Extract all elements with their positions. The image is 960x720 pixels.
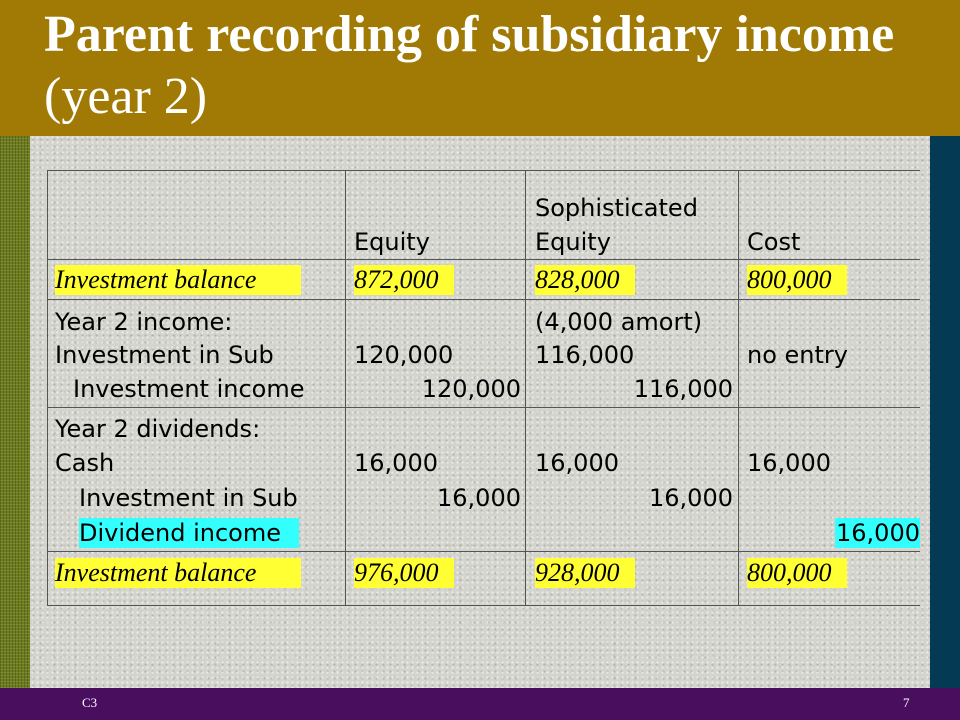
- dividends-soph-debit: 16,000: [535, 449, 619, 477]
- dividends-credit-label: Investment in Sub: [79, 484, 298, 512]
- accounting-table: [47, 170, 920, 606]
- column-divider: [345, 170, 346, 606]
- dividends-equity-credit: 16,000: [437, 484, 521, 512]
- income-heading: Year 2 income:: [55, 308, 233, 336]
- opening-balance-soph: 828,000: [535, 265, 635, 295]
- income-debit-label: Investment in Sub: [55, 341, 274, 369]
- income-soph-debit: 116,000: [535, 341, 635, 369]
- left-decorative-bar: [0, 136, 30, 688]
- income-equity-credit: 120,000: [421, 375, 521, 403]
- income-amort-note: (4,000 amort): [535, 308, 703, 336]
- closing-balance-label: Investment balance: [55, 558, 301, 588]
- title-bar: [0, 0, 960, 136]
- header-sophisticated: Sophisticated: [535, 194, 698, 222]
- row-divider: [47, 259, 920, 260]
- income-cost-note: no entry: [747, 341, 848, 369]
- column-divider: [525, 170, 526, 606]
- column-divider: [47, 170, 48, 606]
- row-divider: [47, 407, 920, 408]
- title-suffix: (year 2): [44, 68, 208, 125]
- income-equity-debit: 120,000: [354, 341, 454, 369]
- closing-balance-soph: 928,000: [535, 558, 635, 588]
- title-bold: Parent recording of subsidiary income: [44, 6, 895, 63]
- dividends-cost-debit: 16,000: [747, 449, 831, 477]
- slide-number: 7: [903, 695, 910, 710]
- dividends-cost-credit: 16,000: [836, 519, 920, 547]
- column-divider: [738, 170, 739, 606]
- closing-balance-cost: 800,000: [747, 558, 847, 588]
- footer-chapter-label: C3: [82, 695, 98, 710]
- dividends-heading: Year 2 dividends:: [55, 415, 261, 443]
- row-divider: [47, 605, 920, 606]
- right-decorative-bar: [930, 136, 960, 688]
- header-sophisticated-equity: Equity: [535, 228, 611, 256]
- row-divider: [47, 299, 920, 300]
- slide-title: [44, 4, 944, 128]
- dividends-equity-debit: 16,000: [354, 449, 438, 477]
- dividends-soph-credit: 16,000: [649, 484, 733, 512]
- closing-balance-equity: 976,000: [354, 558, 454, 588]
- opening-balance-cost: 800,000: [747, 265, 847, 295]
- dividends-credit-label-2: Dividend income: [79, 518, 299, 548]
- opening-balance-label: Investment balance: [55, 265, 301, 295]
- dividends-debit-label: Cash: [55, 449, 115, 477]
- opening-balance-equity: 872,000: [354, 265, 454, 295]
- row-divider: [47, 551, 920, 552]
- row-divider: [47, 170, 920, 171]
- footer-bar: [0, 688, 960, 720]
- income-credit-label: Investment income: [73, 375, 305, 403]
- header-cost: Cost: [747, 228, 801, 256]
- income-soph-credit: 116,000: [633, 375, 733, 403]
- header-equity: Equity: [354, 228, 430, 256]
